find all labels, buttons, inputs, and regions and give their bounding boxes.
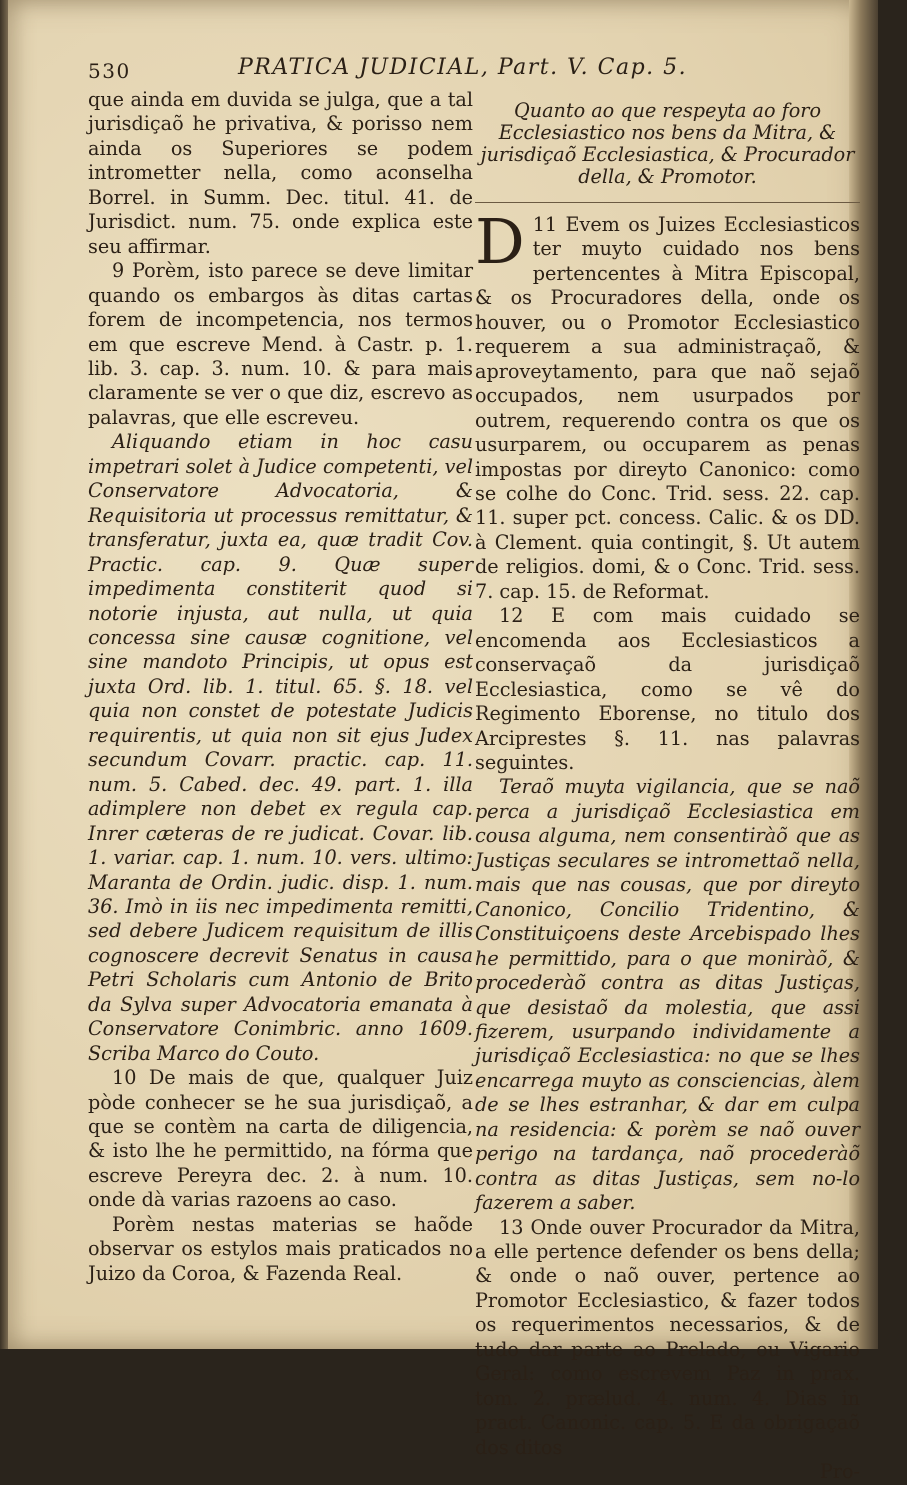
paragraph-11	[475, 205, 860, 604]
page-number: 530	[88, 59, 131, 83]
catchword: Pro-	[819, 1460, 860, 1484]
paragraph-13: 13 Onde ouver Procurador da Mitra, a elle pertence defender os bens della; & onde o naõ ouver, pertence ao Promotor Ecclesiastico, & fazer todos os requerimentos necessarios, & de tudo dar parte ao Prelado, ou Vigario Geral: como escrevem Paz in prax. tom. 2. prælud. 4. num. 4. Dias in pract. Canonic. cap. 5. E da obrigaçaõ dos ditos	[475, 1215, 860, 1459]
book-edge-left	[0, 0, 8, 1349]
paragraph-9: 9 Porèm, isto parece se deve limitar quando os embargos às ditas cartas forem de incompetencia, nos termos em que escreve Mend. à Castr. p. 1. lib. 3. cap. 3. num. 10. & para mais claramente se ver o que diz, escrevo as palavras, que elle escreveu.	[88, 259, 473, 429]
paragraph-10-continued: Porèm nestas materias se haõde observar os estylos mais praticados no Juizo da Coroa, & Fazenda Real.	[88, 1212, 473, 1285]
running-title: PRATICA JUDICIAL, Part. V. Cap. 5.	[238, 55, 688, 80]
section-divider	[475, 202, 860, 203]
book-page	[8, 0, 878, 1484]
regimento-quotation: Teraõ muyta vigilancia, que se naõ perca a jurisdiçaõ Ecclesiastica em cousa alguma, nem consentiràõ que as Justiças seculares se intromettaõ nella, mais que nas cousas, que por direyto Canonico, Concilio Tridentino, & Constituiçoens deste Arcebispado lhes he permittido, para o que moniràõ, & procederàõ contra as ditas Justiças, que desistaõ da molestia, que assi fizerem, usurpando individamente a jurisdiçaõ Ecclesiastica: no que se lhes encarrega muyto as consciencias, àlem de se lhes estranhar, & dar em culpa na residencia: & porèm se naõ ouver perigo na tardança, naõ procederàõ contra as ditas Justiças, sem no-lo fazerem a saber.	[475, 775, 860, 1215]
right-column	[475, 100, 860, 1485]
paragraph-11-text: Evem os Juizes Ecclesiasticos ter muyto cuidado nos bens pertencentes à Mitra Episcopal, & os Procuradores della, onde os houver, ou o Promotor Ecclesiastico requerem a sua administraçaõ, & aproveytamento, para que naõ sejaõ occupados, nem usurpados por outrem, requerendo contra os que os usurparem, ou occuparem as penas impostas por direyto Canonico: como se colhe do Conc. Trid. sess. 22. cap. 11. super pct. concess. Calic. & os DD. à Clement. quia contingit, §. Ut autem de religios. domi, & o Conc. Trid. sess. 7. cap. 15. de Reformat.	[475, 213, 860, 603]
paragraph-12: 12 E com mais cuidado se encomenda aos Ecclesiasticos a conservaçaõ da jurisdiçaõ Ecclesiastica, como se vê do Regimento Eborense, no titulo dos Arciprestes §. 11. nas palavras seguintes.	[475, 604, 860, 774]
paragraph-number: 11	[532, 213, 558, 236]
latin-quotation: Aliquando etiam in hoc casu impetrari solet à Judice competenti, vel Conservatore Advocatoria, & Requisitoria ut processus remittatur, & transferatur, juxta ea, quæ tradit Cov. Practic. cap. 9. Quæ super impedimenta constiterit quod si notorie injusta, aut nulla, ut quia concessa sine causæ cognitione, vel sine mandoto Principis, ut opus est juxta Ord. lib. 1. titul. 65. §. 18. vel quia non constet de potestate Judicis requirentis, ut quia non sit ejus Judex secundum Covarr. practic. cap. 11. num. 5. Cabed. dec. 49. part. 1. illa adimplere non debet ex regula cap. Inrer cæteras de re judicat. Covar. lib. 1. variar. cap. 1. num. 10. vers. ultimo: Maranta de Ordin. judic. disp. 1. num. 36. Imò in iis nec impedimenta remitti, sed debere Judicem requisitum de illis cognoscere decrevit Senatus in causa Petri Scholaris cum Antonio de Brito da Sylva super Advocatoria emanata à Conservatore Conimbric. anno 1609. Scriba Marco do Couto.	[88, 430, 473, 1065]
drop-cap: D	[475, 205, 525, 278]
paragraph-10: 10 De mais de que, qualquer Juiz pòde conhecer se he sua jurisdiçaõ, a que se contèm na carta de diligencia, & isto lhe he permittido, na fórma que escreve Pereyra dec. 2. à num. 10. onde dà varias razoens ao caso.	[88, 1066, 473, 1212]
left-column	[88, 88, 473, 1286]
page-header	[88, 55, 848, 87]
paragraph-8-continuation: que ainda em duvida se julga, que a tal jurisdiçaõ he privativa, & porisso nem ainda os Superiores se podem intrometter nella, como aconselha Borrel. in Summ. Dec. titul. 41. de Jurisdict. num. 75. onde explica este seu affirmar.	[88, 88, 473, 258]
section-heading: Quanto ao que respeyta ao foro Ecclesiastico nos bens da Mitra, & jurisdiçaõ Ecclesiastica, & Procurador della, & Promotor.	[480, 99, 855, 188]
